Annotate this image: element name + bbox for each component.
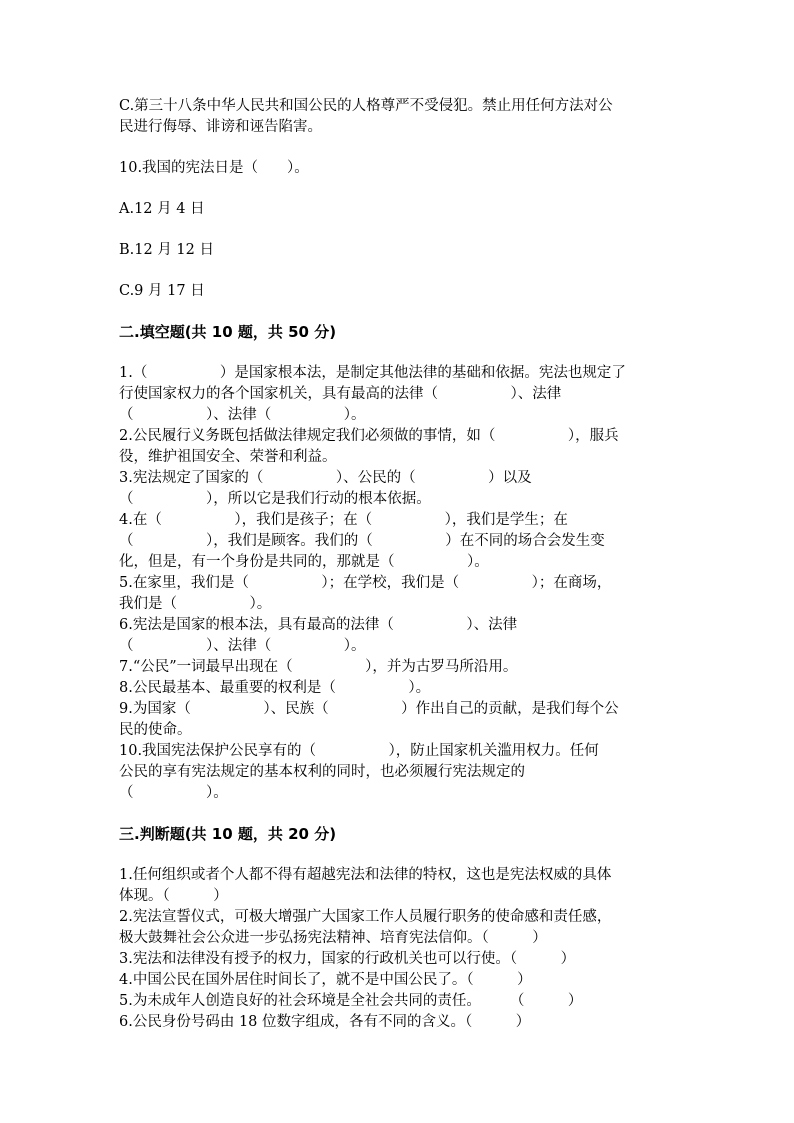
fill-in-line: 公民的享有宪法规定的基本权利的同时，也必须履行宪法规定的 — [119, 764, 525, 780]
fill-in-line: 化，但是，有一个身份是共同的，那就是（ ）。 — [119, 554, 489, 570]
section-title-fill-in: 二.填空题(共 10 题，共 50 分) — [119, 323, 337, 341]
fill-in-line: 10.我国宪法保护公民享有的（ ），防止国家机关滥用权力。任何 — [119, 743, 599, 759]
fill-in-line: 役，维护祖国安全、荣誉和利益。 — [119, 449, 337, 465]
fill-in-line: 3.宪法规定了国家的（ ）、公民的（ ）以及 — [119, 470, 532, 486]
fill-in-line: （ ）、法律（ ）。 — [119, 407, 366, 423]
q10-option-a: A.12 月 4 日 — [119, 201, 205, 217]
true-false-line: 4.中国公民在国外居住时间长了，就不是中国公民了。（ ） — [119, 972, 532, 988]
q10-stem: 10.我国的宪法日是（ ）。 — [119, 160, 309, 176]
fill-in-line: 我们是（ ）。 — [119, 596, 272, 612]
exam-page — [119, 96, 679, 1033]
true-false-line: 体现。（ ） — [119, 888, 228, 904]
true-false-line: 5.为未成年人创造良好的社会环境是全社会共同的责任。 （ ） — [119, 993, 583, 1009]
true-false-questions — [119, 865, 679, 1033]
q10-option-b: B.12 月 12 日 — [119, 242, 214, 258]
true-false-line: 1.任何组织或者个人都不得有超越宪法和法律的特权，这也是宪法权威的具体 — [119, 867, 612, 883]
true-false-line: 极大鼓舞社会公众进一步弘扬宪法精神、培育宪法信仰。（ ） — [119, 930, 547, 946]
q10-option-c: C.9 月 17 日 — [119, 283, 205, 299]
fill-in-line: （ ），所以它是我们行动的根本依据。 — [119, 491, 431, 507]
fill-in-line: 2.公民履行义务既包括做法律规定我们必须做的事情，如（ ），服兵 — [119, 428, 619, 444]
true-false-line: 2.宪法宣誓仪式，可极大增强广大国家工作人员履行职务的使命感和责任感， — [119, 909, 612, 925]
fill-in-line: 行使国家权力的各个国家机关，具有最高的法律（ ）、法律 — [119, 386, 562, 402]
fill-in-line: （ ），我们是顾客。我们的（ ）在不同的场合会发生变 — [119, 533, 605, 549]
fill-in-line: （ ）、法律（ ）。 — [119, 638, 366, 654]
fill-in-line: 8.公民最基本、最重要的权利是（ ）。 — [119, 680, 431, 696]
fill-in-line: （ ）。 — [119, 785, 228, 801]
section-title-true-false: 三.判断题(共 10 题，共 20 分) — [119, 825, 337, 843]
fill-in-line: 9.为国家（ ）、民族（ ）作出自己的贡献，是我们每个公 — [119, 701, 619, 717]
fill-in-line: 4.在（ ），我们是孩子；在（ ），我们是学生；在 — [119, 512, 568, 528]
fill-in-line: 6.宪法是国家的根本法，具有最高的法律（ ）、法律 — [119, 617, 518, 633]
true-false-line: 6.公民身份号码由 18 位数字组成，各有不同的含义。（ ） — [119, 1014, 531, 1030]
fill-in-line: 1.（ ）是国家根本法，是制定其他法律的基础和依据。宪法也规定了 — [119, 365, 626, 381]
q9-option-c-line-1: C.第三十八条中华人民共和国公民的人格尊严不受侵犯。禁止用任何方法对公 — [119, 98, 613, 114]
fill-in-questions — [119, 363, 679, 804]
true-false-line: 3.宪法和法律没有授予的权力，国家的行政机关也可以行使。（ ） — [119, 951, 576, 967]
q9-option-c-line-2: 民进行侮辱、诽谤和诬告陷害。 — [119, 119, 322, 135]
fill-in-line: 5.在家里，我们是（ ）；在学校，我们是（ ）；在商场， — [119, 575, 612, 591]
fill-in-line: 7.“公民”一词最早出现在（ ），并为古罗马所沿用。 — [119, 659, 518, 675]
fill-in-line: 民的使命。 — [119, 722, 192, 738]
